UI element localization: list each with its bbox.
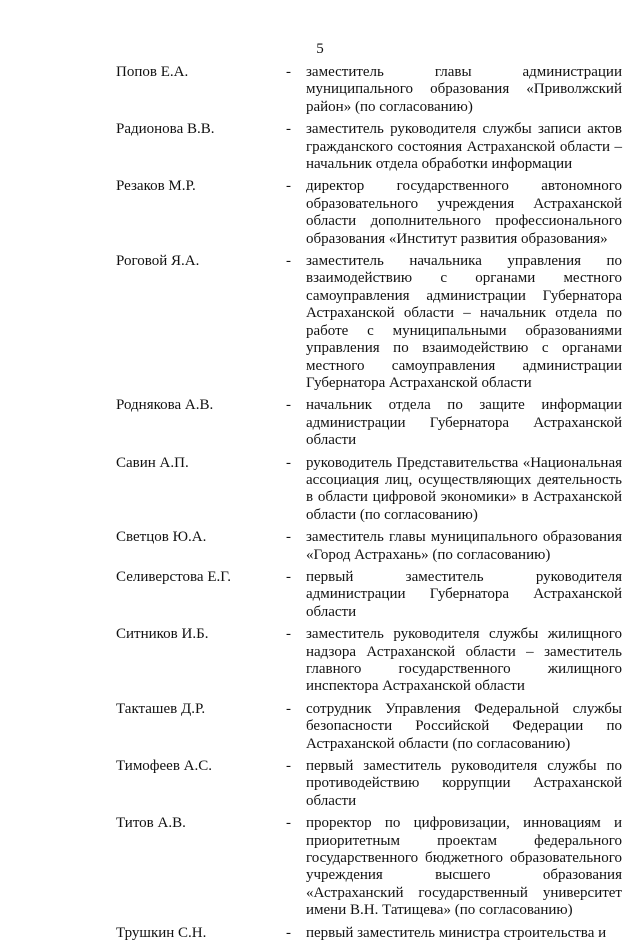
person-name: Трушкин С.Н.: [116, 924, 207, 941]
person-name: Титов А.В.: [116, 815, 186, 832]
person-position: руководитель Представительства «Национальная ассоциация лиц, осуществляющих деятельность в области цифровой экономики» в Астраханской области (по согласованию): [306, 454, 622, 523]
list-item: [0, 178, 640, 248]
list-item: [0, 815, 640, 919]
list-item: [0, 121, 640, 173]
person-name: Савин А.П.: [116, 454, 189, 471]
list-item: [0, 455, 640, 525]
dash-separator: -: [286, 178, 291, 195]
person-name: Резаков М.Р.: [116, 178, 196, 195]
dash-separator: -: [286, 700, 291, 717]
list-item: [0, 925, 640, 942]
person-position: заместитель главы администрации муниципального образования «Приволжский район» (по согласованию): [306, 64, 622, 115]
person-position: директор государственного автономного образовательного учреждения Астраханской области дополнительного профессионального образования «Институт развития образования»: [306, 178, 622, 247]
person-position: начальник отдела по защите информации администрации Губернатора Астраханской области: [306, 397, 622, 449]
person-name: Светцов Ю.А.: [116, 529, 207, 546]
dash-separator: -: [286, 815, 291, 832]
person-name: Ситников И.Б.: [116, 626, 209, 643]
person-name: Роднякова А.В.: [116, 397, 214, 414]
dash-separator: -: [286, 924, 291, 941]
person-name: Тимофеев А.С.: [116, 758, 213, 775]
person-position: заместитель руководителя службы жилищного надзора Астраханской области – заместитель главного государственного жилищного инспектора Астраханской области: [306, 626, 622, 695]
dash-separator: -: [286, 64, 291, 80]
person-name: Радионова В.В.: [116, 121, 215, 138]
person-position: первый заместитель руководителя службы по противодействию коррупции Астраханской области: [306, 758, 622, 809]
dash-separator: -: [286, 397, 291, 414]
person-name: Роговой Я.А.: [116, 253, 200, 270]
dash-separator: -: [286, 568, 291, 585]
list-item: [0, 253, 640, 392]
dash-separator: -: [286, 454, 291, 471]
list-item: [0, 626, 640, 696]
list-item: [0, 701, 640, 753]
person-name: Такташев Д.Р.: [116, 700, 206, 717]
list-item: [0, 569, 640, 621]
dash-separator: -: [286, 253, 291, 270]
list-item: [0, 64, 640, 116]
person-position: сотрудник Управления Федеральной службы безопасности Российской Федерации по Астраханской области (по согласованию): [306, 700, 622, 752]
personnel-list: [0, 64, 640, 947]
list-item: [0, 397, 640, 449]
person-position: первый заместитель министра строительства и: [306, 924, 607, 941]
list-item: [0, 529, 640, 564]
page-number: 5: [316, 41, 324, 57]
person-position: заместитель главы муниципального образования «Город Астрахань» (по согласованию): [306, 529, 622, 563]
dash-separator: -: [286, 121, 291, 138]
person-position: первый заместитель руководителя администрации Губернатора Астраханской области: [306, 568, 622, 620]
person-position: заместитель руководителя службы записи актов гражданского состояния Астраханской области – начальник отдела обработки информации: [306, 121, 622, 173]
dash-separator: -: [286, 758, 291, 775]
dash-separator: -: [286, 529, 291, 546]
dash-separator: -: [286, 626, 291, 643]
person-position: проректор по цифровизации, инновациям и приоритетным проектам федерального государственного бюджетного образовательного учреждения высшего образования «Астраханский государственный университет имени В.Н. Татищева» (по согласованию): [306, 815, 622, 919]
person-name: Попов Е.А.: [116, 64, 189, 80]
list-item: [0, 758, 640, 810]
person-position: заместитель начальника управления по взаимодействию с органами местного самоуправления администрации Губернатора Астраханской области – начальник отдела по работе с муниципальными образованиями управления по взаимодействию с органами местного самоуправления администрации Губернатора Астраханской области: [306, 253, 622, 391]
person-name: Селиверстова Е.Г.: [116, 568, 231, 585]
